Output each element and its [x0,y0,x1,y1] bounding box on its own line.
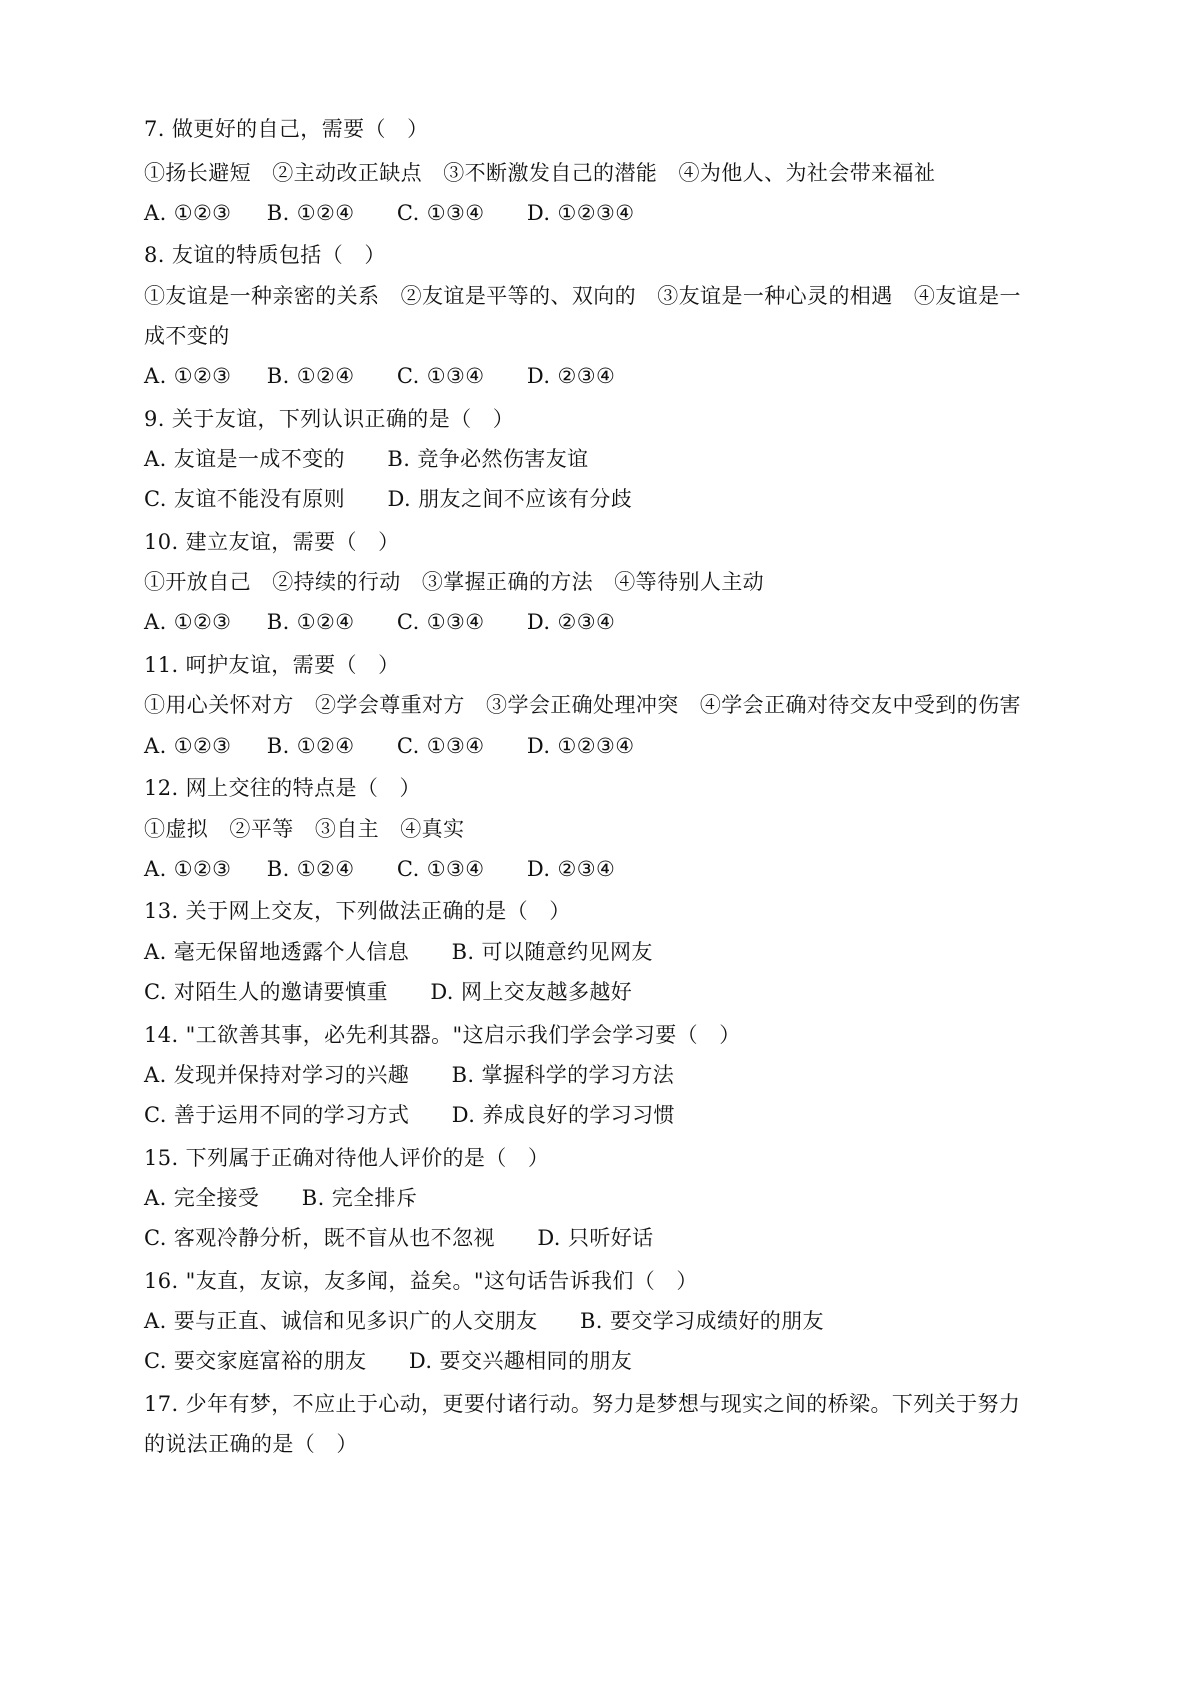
q10-options: A. ①②③ B. ①②④ C. ①③④ D. ②③④ [144,610,616,634]
q17-stem-cont: 的说法正确的是（ ） [144,1432,358,1456]
q11-statements: ①用心关怀对方 ②学会尊重对方 ③学会正确处理冲突 ④学会正确对待交友中受到的伤害 [144,693,1021,717]
q11-options: A. ①②③ B. ①②④ C. ①③④ D. ①②③④ [144,734,635,758]
q12-options: A. ①②③ B. ①②④ C. ①③④ D. ②③④ [144,857,616,881]
q8-statements-cont: 成不变的 [144,324,230,348]
q15-options-ab: A. 完全接受 B. 完全排斥 [144,1186,418,1210]
q7-statements: ①扬长避短 ②主动改正缺点 ③不断激发自己的潜能 ④为他人、为社会带来福祉 [144,161,936,185]
q10-statements: ①开放自己 ②持续的行动 ③掌握正确的方法 ④等待别人主动 [144,570,765,594]
q7-stem: 7. 做更好的自己，需要（ ） [144,117,429,141]
q9-stem: 9. 关于友谊，下列认识正确的是（ ） [144,407,515,431]
q8-stem: 8. 友谊的特质包括（ ） [144,243,386,267]
q17-stem: 17. 少年有梦，不应止于心动，更要付诸行动。努力是梦想与现实之间的桥梁。下列关于努力 [144,1392,1021,1416]
q16-options-ab: A. 要与正直、诚信和见多识广的人交朋友 B. 要交学习成绩好的朋友 [144,1309,824,1333]
q13-options-cd: C. 对陌生人的邀请要慎重 D. 网上交友越多越好 [144,980,633,1004]
q15-options-cd: C. 客观冷静分析，既不盲从也不忽视 D. 只听好话 [144,1226,654,1250]
q11-stem: 11. 呵护友谊，需要（ ） [144,653,400,677]
q14-stem: 14. "工欲善其事，必先利其器。"这启示我们学会学习要（ ） [144,1023,741,1047]
q14-options-ab: A. 发现并保持对学习的兴趣 B. 掌握科学的学习方法 [144,1063,675,1087]
q12-stem: 12. 网上交往的特点是（ ） [144,776,421,800]
q9-options-cd: C. 友谊不能没有原则 D. 朋友之间不应该有分歧 [144,487,633,511]
q16-stem: 16. "友直，友谅，友多闻，益矣。"这句话告诉我们（ ） [144,1269,698,1293]
q12-statements: ①虚拟 ②平等 ③自主 ④真实 [144,817,465,841]
q13-options-ab: A. 毫无保留地透露个人信息 B. 可以随意约见网友 [144,940,653,964]
q16-options-cd: C. 要交家庭富裕的朋友 D. 要交兴趣相同的朋友 [144,1349,633,1373]
q15-stem: 15. 下列属于正确对待他人评价的是（ ） [144,1146,550,1170]
q8-options: A. ①②③ B. ①②④ C. ①③④ D. ②③④ [144,364,616,388]
q7-options: A. ①②③ B. ①②④ C. ①③④ D. ①②③④ [144,201,635,225]
q14-options-cd: C. 善于运用不同的学习方式 D. 养成良好的学习习惯 [144,1103,675,1127]
q8-statements: ①友谊是一种亲密的关系 ②友谊是平等的、双向的 ③友谊是一种心灵的相遇 ④友谊是一 [144,284,1021,308]
q9-options-ab: A. 友谊是一成不变的 B. 竞争必然伤害友谊 [144,447,589,471]
q13-stem: 13. 关于网上交友，下列做法正确的是（ ） [144,899,571,923]
q10-stem: 10. 建立友谊，需要（ ） [144,530,400,554]
